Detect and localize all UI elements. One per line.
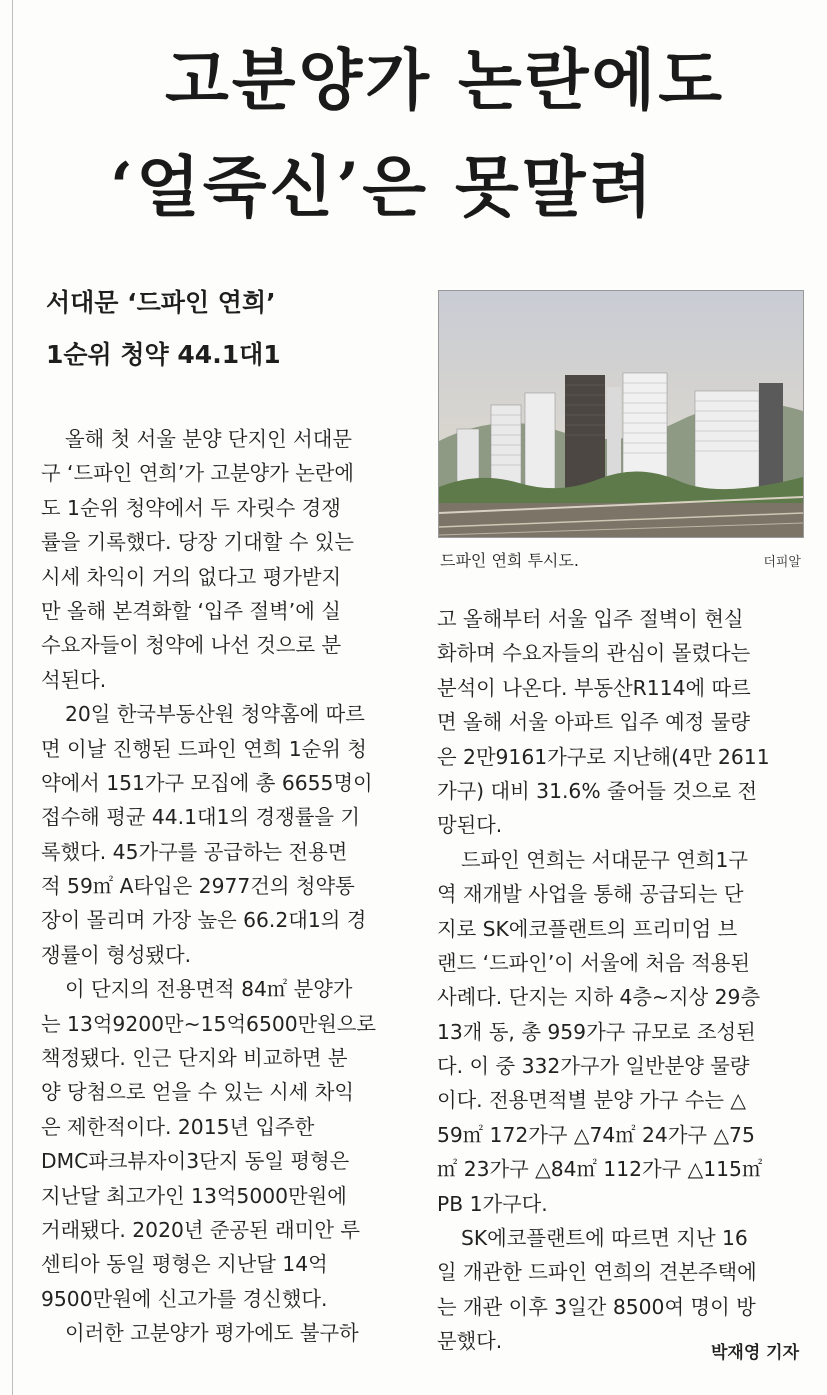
photo-caption: 드파인 연희 투시도. [440,551,579,570]
body-line: 지로 SK에코플랜트의 프리미엄 브 [437,916,738,941]
body-line: 역 재개발 사업을 통해 공급되는 단 [437,882,744,907]
body-line: 록했다. 45가구를 공급하는 전용면 [41,839,348,864]
body-line: 다. 이 중 332가구가 일반분양 물량 [437,1054,750,1079]
body-line: 도 1순위 청약에서 두 자릿수 경쟁 [41,495,341,520]
article-body-left-column [41,422,406,1351]
body-line: 접수해 평균 44.1대1의 경쟁률을 기 [41,805,360,830]
headline-line-2: ‘얼죽신’은 못말려 [110,148,656,226]
body-line: 면 이날 진행된 드파인 연희 1순위 청 [41,736,367,761]
rendering-photo [438,290,804,538]
headline-line-1: 고분양가 논란에도 [165,41,726,119]
body-line: 망된다. [437,813,503,838]
body-line: 면 올해 서울 아파트 입주 예정 물량 [437,710,750,735]
body-line: 는 13억9200만~15억6500만원으로 [41,1011,377,1036]
body-line: ㎡ 23가구 △84㎡ 112가구 △115㎡ [437,1157,763,1182]
body-line: 률을 기록했다. 당장 기대할 수 있는 [41,530,354,555]
body-line: 은 제한적이다. 2015년 입주한 [41,1114,315,1139]
body-line: 사례다. 단지는 지하 4층~지상 29층 [437,985,761,1010]
body-line: 랜드 ‘드파인’이 서울에 처음 적용된 [437,950,750,975]
body-line: 거래됐다. 2020년 준공된 래미안 루 [41,1217,360,1242]
body-line: 만 올해 본격화할 ‘입주 절벽’에 실 [41,598,341,623]
body-line: 분석이 나온다. 부동산R114에 따르 [437,675,751,700]
body-line: 올해 첫 서울 분양 단지인 서대문 [65,427,352,451]
body-line: PB 1가구다. [437,1191,548,1216]
body-line: 책정됐다. 인근 단지와 비교하면 분 [41,1046,348,1071]
body-line: 59㎡ 172가구 △74㎡ 24가구 △75 [437,1122,755,1147]
body-line: 일 개관한 드파인 연희의 견본주택에 [437,1260,757,1285]
body-line: 지난달 최고가인 13억5000만원에 [41,1183,347,1208]
body-line: 시세 차익이 거의 없다고 평가받지 [41,564,342,589]
body-line: 드파인 연희는 서대문구 연희1구 [461,847,748,872]
body-line: 쟁률이 형성됐다. [41,942,192,967]
body-line: 고 올해부터 서울 입주 절벽이 현실 [437,607,744,631]
column-rule [12,0,13,1395]
body-line: 수요자들이 청약에 나선 것으로 분 [41,633,342,658]
body-line: 화하며 수요자들의 관심이 몰렸다는 [437,641,751,666]
subheadline-line-1: 서대문 ‘드파인 연희’ [46,288,276,317]
body-line: 13개 동, 총 959가구 규모로 조성된 [437,1019,756,1044]
body-line: SK에코플랜트에 따르면 지난 16 [461,1226,748,1251]
body-line: 가구) 대비 31.6% 줄어들 것으로 전 [437,778,758,803]
body-line: DMC파크뷰자이3단지 동일 평형은 [41,1149,350,1174]
body-line: 이다. 전용면적별 분양 가구 수는 △ [437,1088,746,1113]
photo-credit: 더피알 [763,555,801,570]
subheadline-line-2: 1순위 청약 44.1대1 [46,340,281,369]
body-line: 9500만원에 신고가를 경신했다. [41,1286,328,1311]
body-line: 약에서 151가구 모집에 총 6655명이 [41,770,373,795]
byline: 박재영 기자 [710,1343,799,1363]
body-line: 구 ‘드파인 연희’가 고분양가 논란에 [41,461,354,486]
body-line: 장이 몰리며 가장 높은 66.2대1의 경 [41,908,367,933]
body-line: 20일 한국부동산원 청약홈에 따르 [65,702,365,727]
article-body-right-column [437,602,805,1359]
body-line: 양 당첨으로 얻을 수 있는 시세 차익 [41,1080,354,1105]
body-line: 는 개관 이후 3일간 8500여 명이 방 [437,1294,756,1319]
body-line: 석된다. [41,667,107,692]
body-line: 문했다. [437,1329,503,1354]
body-line: 이 단지의 전용면적 84㎡ 분양가 [65,977,353,1002]
body-line: 이러한 고분양가 평가에도 불구하 [65,1321,359,1346]
body-line: 센티아 동일 평형은 지난달 14억 [41,1252,328,1277]
body-line: 적 59㎡ A타입은 2977건의 청약통 [41,874,355,899]
body-line: 은 2만9161가구로 지난해(4만 2611 [437,744,770,769]
